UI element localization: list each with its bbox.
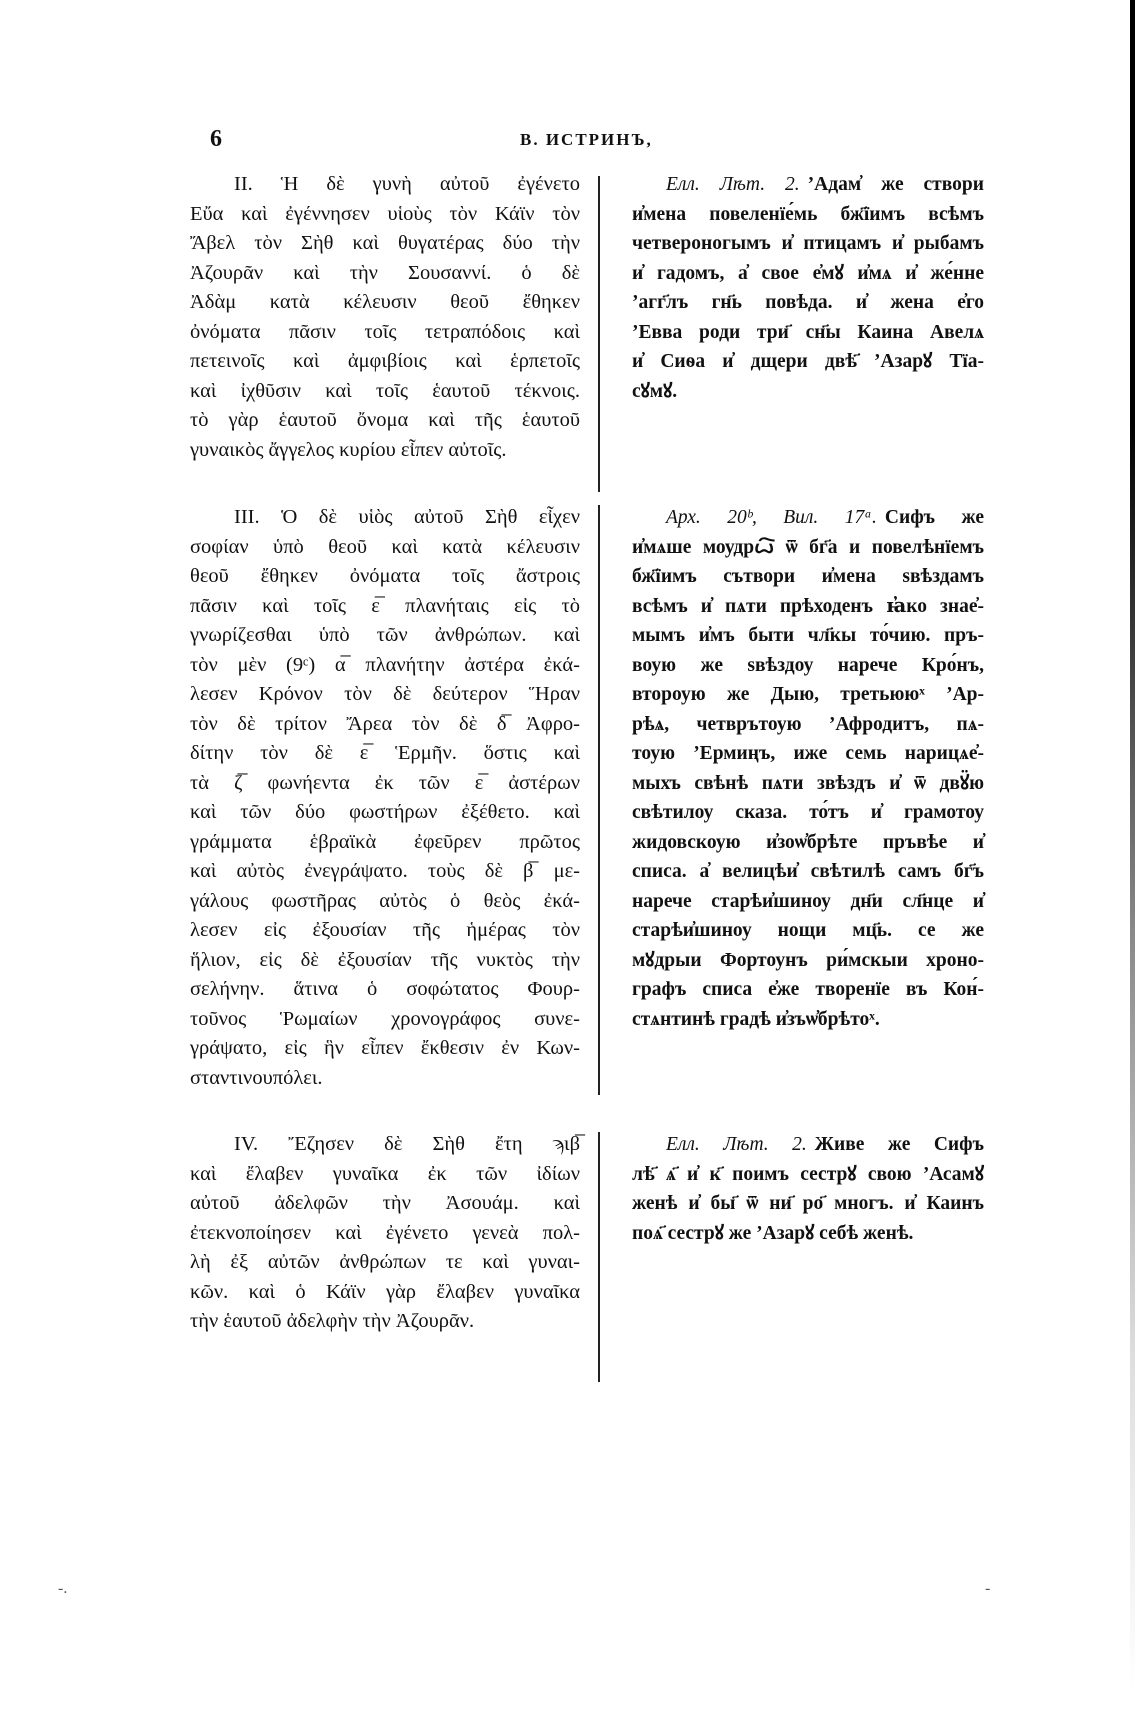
text-line: III. Ὁ δὲ υἱὸς αὐτοῦ Σὴθ εἶχεν	[234, 506, 580, 528]
text-line: πᾶσιν καὶ τοῖς ε̅ πλανήταις εἰς τὸ	[190, 594, 580, 617]
text-line: σοφίαν ὑπὸ θεοῦ καὶ κατὰ κέλευσιν	[190, 535, 580, 558]
source-reference: Елл. Лѣт. 2.	[666, 1134, 807, 1155]
text-line: графъ списа е̓же творенїе въ Кон́-	[632, 979, 984, 1000]
text-line	[632, 170, 984, 200]
text-line: γάλους φωστῆρας αὐτὸς ὁ θεὸς ἐκά-	[190, 889, 580, 912]
text-line: списа. а̓ велицѣи̓ свѣтилѣ самъ бг҃ъ	[632, 861, 984, 882]
text-line: καὶ ἔλαβεν γυναῖκα ἐκ τῶν ἰδίων	[190, 1162, 580, 1185]
text-line: старѣи̓шиноу нощи мц҃ь. се же	[632, 920, 984, 941]
text-line: πετεινοῖς καὶ ἀμφιβίοις καὶ ἑρπετοῖς	[190, 350, 580, 372]
text-line: Εὔα καὶ ἐγέννησεν υἱοὺς τὸν Κάϊν τὸν	[190, 202, 580, 225]
text-line: воую же ѕвѣздоу нарече Кро́нъ,	[632, 654, 984, 676]
text-line: поѧ҃ сестрꙋ же ’Азарꙋ себѣ женѣ.	[632, 1222, 914, 1244]
text-line: τὸ γὰρ ἑαυτοῦ ὄνομα καὶ τῆς ἑαυτοῦ	[190, 409, 580, 431]
text-line: лѣ҃ ѧ҃ и̓ к҃ поимъ сестрꙋ свою ’Асамꙋ	[632, 1163, 984, 1185]
running-head: В. ИСТРИНЪ,	[520, 130, 653, 149]
text-line: мꙋдрыи Фортоунъ ри́мскыи хроно-	[632, 949, 984, 971]
greek-paragraph-3	[190, 503, 580, 1093]
text-line: γυναικὸς ἄγγελος κυρίου εἶπεν αὐτοῖς.	[190, 438, 507, 461]
slavonic-paragraph-4	[632, 1130, 984, 1248]
text-line: Ἀζουρᾶν καὶ τὴν Σουσαννί. ὁ δὲ	[190, 261, 580, 284]
text-line: γράψατο, εἰς ἣν εἶπεν ἔκθεσιν ἐν Κων-	[190, 1037, 580, 1059]
column-divider	[598, 505, 600, 1095]
text-line: и̓ гадомъ, а̓ свое е̓мꙋ и̓мѧ и̓ же́нне	[632, 262, 984, 284]
text-line: сꙋмꙋ.	[632, 380, 678, 402]
text-line: τὸν μὲν (9ᶜ) α̅ πλανήτην ἀστέρα ἐκά-	[190, 653, 580, 676]
text-line: ’Евва роди три҃ сн҃ы Каина Авелѧ	[632, 321, 984, 343]
scan-speck: -.	[58, 1580, 68, 1597]
text-line: λεσεν εἰς ἐξουσίαν τῆς ἡμέρας τὸν	[190, 919, 580, 941]
text-line-content: ’Адам̓ же створи	[807, 174, 984, 195]
slavonic-paragraph-2	[632, 170, 984, 406]
greek-paragraph-2	[190, 170, 580, 465]
text-line: ἥλιον, εἰς δὲ ἐξουσίαν τῆς νυκτὸς τὴν	[190, 948, 580, 971]
text-line: жидовскоую и̓зоѡ̓брѣте пръвѣе и̓	[632, 831, 984, 853]
text-line: рѣѧ, четврътоую ’Афродитъ, пѧ-	[632, 713, 984, 735]
text-line: καὶ τῶν δύο φωστήρων ἐξέθετο. καὶ	[190, 801, 580, 823]
text-line: стѧнтинѣ градѣ и̓зъѡ̓брѣтоˣ.	[632, 1008, 880, 1030]
text-line: и̓ Сиѳа и̓ дщери двѣ҃ ’Азарꙋ Тїа-	[632, 351, 984, 372]
text-line: λεσεν Κρόνον τὸν δὲ δεύτερον Ἥραν	[190, 683, 580, 705]
text-line: ’агг҃лъ гн҃ь повѣда. и̓ жена е̓го	[632, 292, 984, 313]
text-line: ὀνόματα πᾶσιν τοῖς τετραπόδοις καὶ	[190, 320, 580, 343]
text-line: τοῦνος Ῥωμαίων χρονογράφος συνε-	[190, 1007, 580, 1030]
text-line: мымъ и̓мъ быти чл҃кы то́чию. пръ-	[632, 625, 984, 646]
text-line	[632, 503, 984, 533]
text-line: свѣтилоу сказа. то́тъ и̓ грамотоу	[632, 802, 984, 823]
text-line: δίτην τὸν δὲ ε̅ Ἑρμῆν. ὅστις καὶ	[190, 742, 580, 764]
text-line: мыхъ свѣнѣ пѧти звѣздъ и̓ ѿ двꙋ̈ю	[632, 772, 984, 794]
text-line: Ἀδὰμ κατὰ κέλευσιν θεοῦ ἔθηκεν	[190, 291, 580, 313]
text-line-content: Сифъ же	[884, 507, 985, 528]
text-line: σταντινουπόλει.	[190, 1066, 323, 1089]
text-line: κῶν. καὶ ὁ Κάϊν γὰρ ἔλαβεν γυναῖκα	[190, 1280, 580, 1303]
text-line: и̓мѧше моудрꙍ҇ ѿ бг҃а и повелѣнїемъ	[632, 536, 984, 558]
scan-edge-line	[1130, 0, 1135, 1690]
text-line: αὐτοῦ ἀδελφῶν τὴν Ἀσουάμ. καὶ	[190, 1192, 580, 1214]
text-line: всѣмъ и̓ пѧти прѣходенъ ꙗ̓ко знае̓-	[632, 595, 984, 617]
column-divider	[598, 1132, 600, 1382]
greek-paragraph-4	[190, 1130, 580, 1337]
text-line: и̓мена повеленїе́мь бж҃їимъ всѣмъ	[632, 203, 984, 225]
text-line: σελήνην. ἅτινα ὁ σοφώτατος Φουρ-	[190, 978, 580, 1000]
text-line-content: Живе же Сифъ	[814, 1134, 984, 1155]
text-line: II. Ἡ δὲ γυνὴ αὐτοῦ ἐγένετο	[234, 173, 580, 195]
page-number: 6	[210, 126, 222, 152]
text-line: второую же Дыю, третьююˣ ’Ар-	[632, 684, 984, 705]
text-line: бж҃їимъ сътвори и̓мена ѕвѣздамъ	[632, 566, 984, 587]
text-line: нарече старѣи̓шиноу дн҃и сл҃нце и̓	[632, 890, 984, 912]
text-line: τὰ ζ̅ φωνήεντα ἐκ τῶν ε̅ ἀστέρων	[190, 771, 580, 794]
text-line: καὶ αὐτὸς ἐνεγράψατο. τοὺς δὲ β̅ με-	[190, 860, 580, 882]
text-line: тоую ’Ермиңъ, иже семь нарицѧе̓-	[632, 743, 984, 764]
text-line: Ἄβελ τὸν Σὴθ καὶ θυγατέρας δύο τὴν	[190, 232, 580, 254]
text-line: ἐτεκνοποίησεν καὶ ἐγένετο γενεὰ πολ-	[190, 1221, 580, 1244]
column-divider	[598, 176, 600, 492]
slavonic-paragraph-3	[632, 503, 984, 1034]
text-line: женѣ и̓ бы҃ ѿ ни҃ ро҃ многъ. и̓ Каинъ	[632, 1193, 984, 1214]
text-line: γνωρίζεσθαι ὑπὸ τῶν ἀνθρώπων. καὶ	[190, 624, 580, 646]
text-line: τὸν δὲ τρίτον Ἄρεα τὸν δὲ δ̅ Ἀφρο-	[190, 712, 580, 735]
text-line: καὶ ἰχθῦσιν καὶ τοῖς ἑαυτοῦ τέκνοις.	[190, 379, 580, 402]
text-line	[632, 1130, 984, 1160]
text-line: τὴν ἑαυτοῦ ἀδελφὴν τὴν Ἀζουρᾶν.	[190, 1310, 475, 1332]
text-line: γράμματα ἑβραϊκὰ ἐφεῦρεν πρῶτος	[190, 830, 580, 853]
scan-speck: -	[985, 1580, 991, 1597]
text-line: θεοῦ ἔθηκεν ὀνόματα τοῖς ἄστροις	[190, 565, 580, 587]
source-reference: Елл. Лѣт. 2.	[666, 174, 800, 195]
text-line: IV. Ἔζησεν δὲ Σὴθ ἔτη ϡιβ̅	[234, 1133, 580, 1155]
text-line: λὴ ἐξ αὐτῶν ἀνθρώπων τε καὶ γυναι-	[190, 1251, 580, 1273]
source-reference: Арх. 20ᵇ, Вил. 17ᵃ.	[666, 507, 877, 528]
text-line: четвероногымъ и̓ птицамъ и̓ рыбамъ	[632, 233, 984, 254]
